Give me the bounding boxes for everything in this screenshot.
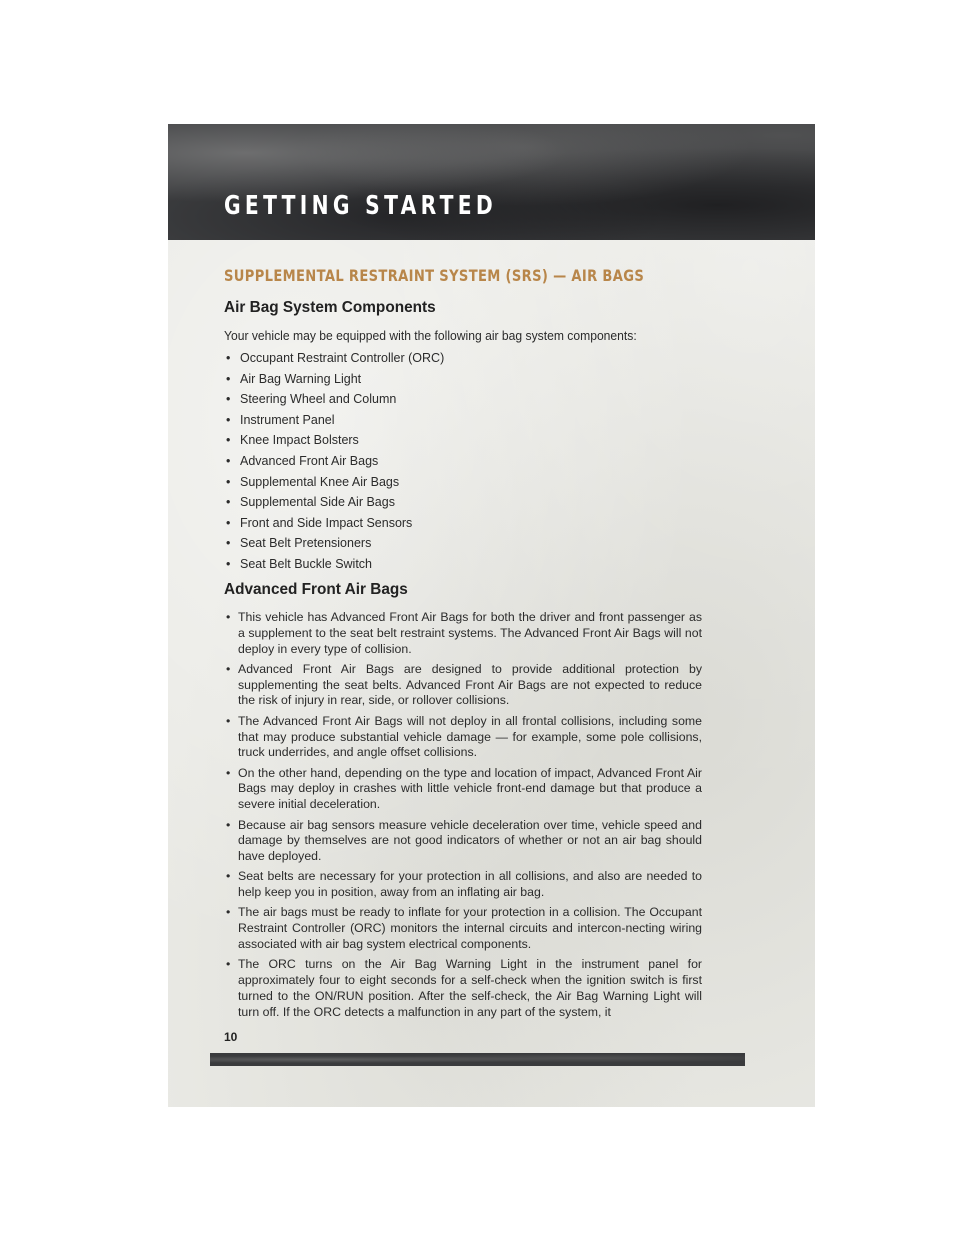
- list-item: • Advanced Front Air Bags: [224, 453, 702, 469]
- list-item: • Knee Impact Bolsters: [224, 432, 702, 448]
- list-item: • Front and Side Impact Sensors: [224, 515, 702, 531]
- list-item: • The air bags must be ready to inflate for your protection in a collision. The Occupant Restraint Controller (ORC) monitors the internal circuits and intercon-necting wiring associated with air bag system electrical components.: [224, 905, 702, 952]
- page-number: 10: [224, 1030, 238, 1044]
- list-item: • This vehicle has Advanced Front Air Bags for both the driver and front passenger as a supplement to the seat belt restraint systems. The Advanced Front Air Bags will not deploy in every type of collision.: [224, 610, 702, 657]
- list-item: • Seat Belt Buckle Switch: [224, 556, 702, 572]
- chapter-title: GETTING STARTED: [224, 191, 497, 221]
- page-content: [224, 264, 702, 1025]
- list-item: • Instrument Panel: [224, 412, 702, 428]
- list-item: • On the other hand, depending on the type and location of impact, Advanced Front Air Bags may deploy in crashes with little vehicle front-end damage but that produce a severe initial deceleration.: [224, 766, 702, 813]
- list-item: • Occupant Restraint Controller (ORC): [224, 350, 702, 366]
- list-item: • Supplemental Side Air Bags: [224, 494, 702, 510]
- list-item: • Steering Wheel and Column: [224, 391, 702, 407]
- list-item: • Because air bag sensors measure vehicle deceleration over time, vehicle speed and damage by themselves are not good indicators of whether or not an air bag should have deployed.: [224, 818, 702, 865]
- list-item: • The Advanced Front Air Bags will not deploy in all frontal collisions, including some that may produce substantial vehicle damage — for example, some pole collisions, truck underrides, and angle offset collisions.: [224, 714, 702, 761]
- components-list: [224, 350, 702, 572]
- footer-bar: [210, 1053, 745, 1066]
- components-intro: Your vehicle may be equipped with the following air bag system components:: [224, 329, 637, 343]
- list-item: • Supplemental Knee Air Bags: [224, 474, 702, 490]
- manual-page: [168, 124, 815, 1107]
- section-title: SUPPLEMENTAL RESTRAINT SYSTEM (SRS) — AIR BAGS: [224, 266, 645, 285]
- list-item: • Air Bag Warning Light: [224, 371, 702, 387]
- list-item: • Seat belts are necessary for your protection in all collisions, and also are needed to help keep you in position, away from an inflating air bag.: [224, 869, 702, 901]
- components-heading: Air Bag System Components: [224, 299, 436, 316]
- afab-heading: Advanced Front Air Bags: [224, 580, 408, 598]
- afab-list: [224, 610, 702, 1021]
- chapter-header-band: [168, 124, 815, 240]
- list-item: • Seat Belt Pretensioners: [224, 535, 702, 551]
- list-item: • Advanced Front Air Bags are designed to provide additional protection by supplementing the seat belts. Advanced Front Air Bags are not expected to reduce the risk of injury in rear, side, or rollover collisions.: [224, 662, 702, 709]
- list-item: • The ORC turns on the Air Bag Warning Light in the instrument panel for approximately four to eight seconds for a self-check when the ignition switch is first turned to the ON/RUN position. After the self-check, the Air Bag Warning Light will turn off. If the ORC detects a malfunction in any part of the system, it: [224, 957, 702, 1020]
